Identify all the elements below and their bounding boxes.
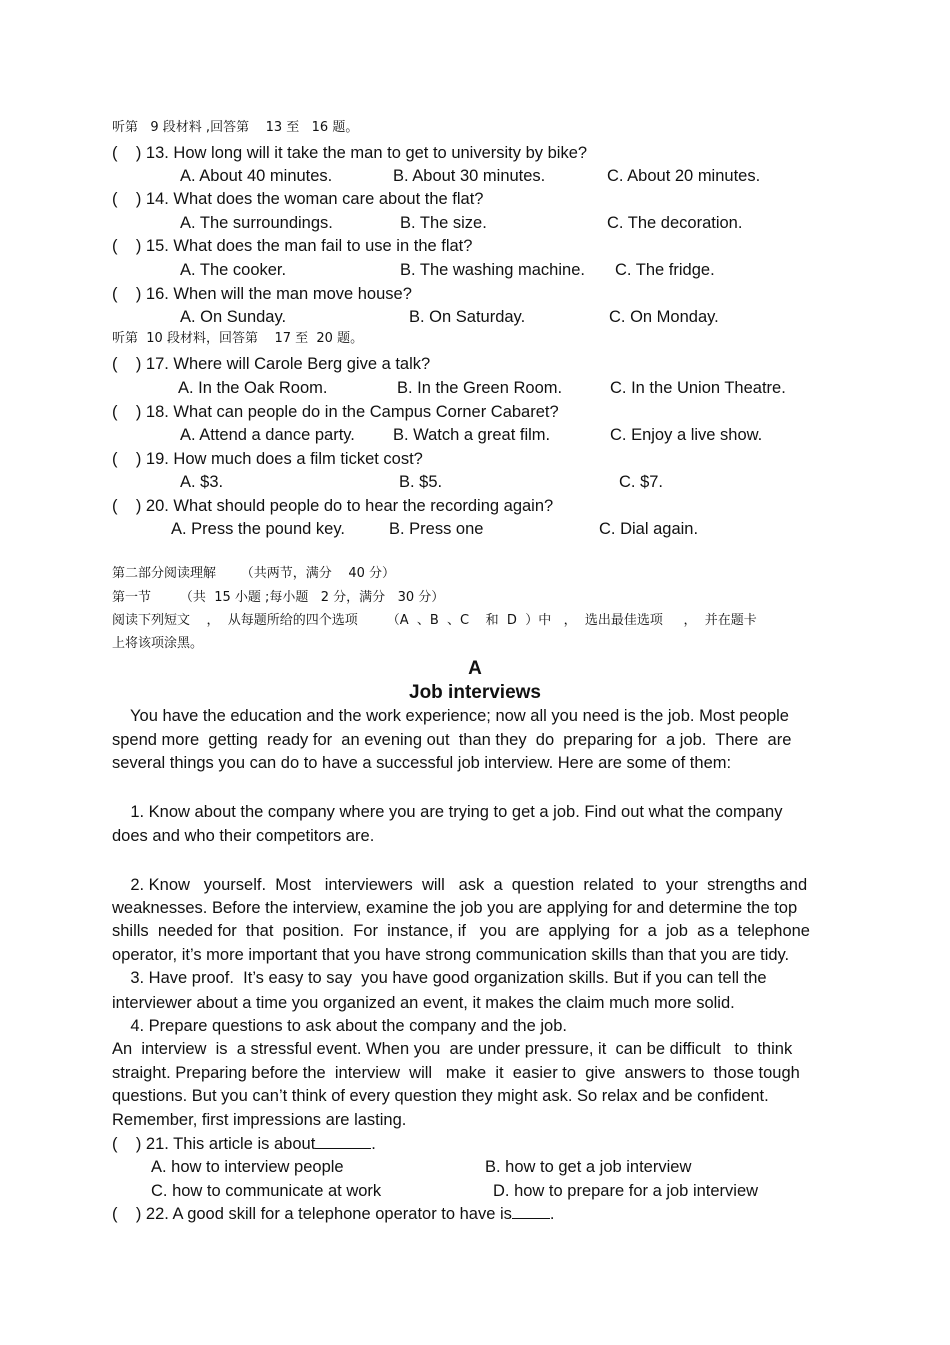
q16-option-b: B. On Saturday.: [409, 308, 526, 326]
q19-option-c: C. $7.: [619, 473, 664, 491]
q18-option-c: C. Enjoy a live show.: [610, 426, 763, 444]
passage-line: 2. Know yourself. Most interviewers will ask a question related to your strengths and: [112, 876, 808, 894]
passage-line: several things you can do to have a successful job interview. Here are some of them:: [112, 754, 732, 772]
passage-line: spend more getting ready for an evening out than they do preparing for a job. There are: [112, 731, 792, 749]
q20-stem: ( ) 20. What should people do to hear the recording again?: [112, 497, 554, 515]
q13-option-a: A. About 40 minutes.: [180, 167, 333, 185]
q17-option-b: B. In the Green Room.: [397, 379, 563, 397]
q22-stem-end: .: [549, 1205, 555, 1223]
q14-option-a: A. The surroundings.: [180, 214, 333, 232]
q20-option-a: A. Press the pound key.: [171, 520, 345, 538]
passage-line: 3. Have proof. It’s easy to say you have good organization skills. But if you can tell the: [112, 969, 767, 987]
q15-option-a: A. The cooker.: [180, 261, 287, 279]
q17-option-a: A. In the Oak Room.: [178, 379, 328, 397]
q15-stem: ( ) 15. What does the man fail to use in the flat?: [112, 237, 473, 255]
q21-stem-end: .: [371, 1135, 376, 1153]
passage-line: questions. But you can’t think of every question they might ask. So relax and be confident.: [112, 1087, 769, 1105]
q21-option-a: A. how to interview people: [151, 1158, 344, 1176]
passage-line: interviewer about a time you organized an event, it makes the claim much more solid.: [112, 994, 735, 1012]
instruction-line-1: 阅读下列短文 ， 从每题所给的四个选项 （A 、B 、C 和 D ）中 ， 选出最佳选项 ， 并在题卡: [112, 613, 757, 628]
passage-line: weaknesses. Before the interview, examine the job you are applying for and determine the top: [112, 899, 798, 917]
passage-line: straight. Preparing before the interview will make it easier to give answers to those tough: [112, 1064, 800, 1082]
passage-line: An interview is a stressful event. When you are under pressure, it can be difficult to think: [112, 1040, 793, 1058]
q17-option-c: C. In the Union Theatre.: [610, 379, 786, 397]
passage-line: You have the education and the work experience; now all you need is the job. Most people: [112, 707, 789, 725]
q15-option-c: C. The fridge.: [615, 261, 715, 279]
q17-stem: ( ) 17. Where will Carole Berg give a talk?: [112, 355, 431, 373]
q21-option-c: C. how to communicate at work: [151, 1182, 382, 1200]
q18-stem: ( ) 18. What can people do in the Campus Corner Cabaret?: [112, 403, 559, 421]
q16-option-a: A. On Sunday.: [180, 308, 287, 326]
q20-option-c: C. Dial again.: [599, 520, 699, 538]
section1-header: 第一节 （共 15 小题 ;每小题 2 分，满分 30 分）: [112, 590, 445, 605]
instruction-line-2: 上将该项涂黑。: [112, 636, 204, 651]
q13-option-c: C. About 20 minutes.: [607, 167, 761, 185]
q21-answer-blank[interactable]: [315, 1134, 371, 1149]
passage-line: shills needed for that position. For instance, if you are applying for a job as a telephone: [112, 922, 810, 940]
passage-line: operator, it’s more important that you have strong communication skills than that you are tidy.: [112, 946, 790, 964]
q22-answer-blank[interactable]: [512, 1204, 550, 1219]
q18-option-a: A. Attend a dance party.: [180, 426, 355, 444]
q13-stem: ( ) 13. How long will it take the man to get to university by bike?: [112, 144, 588, 162]
q14-option-b: B. The size.: [400, 214, 487, 232]
q21-option-b: B. how to get a job interview: [485, 1158, 692, 1176]
section10-header: 听第 10 段材料，回答第 17 至 20 题。: [112, 331, 364, 346]
q14-option-c: C. The decoration.: [607, 214, 743, 232]
passage-title: Job interviews: [409, 682, 541, 703]
passage-line: 4. Prepare questions to ask about the company and the job.: [112, 1017, 567, 1035]
q18-option-b: B. Watch a great film.: [393, 426, 551, 444]
passage-line: does and who their competitors are.: [112, 827, 375, 845]
q16-option-c: C. On Monday.: [609, 308, 719, 326]
q15-option-b: B. The washing machine.: [400, 261, 585, 279]
passage-line: 1. Know about the company where you are trying to get a job. Find out what the company: [112, 803, 783, 821]
q13-option-b: B. About 30 minutes.: [393, 167, 546, 185]
q14-stem: ( ) 14. What does the woman care about the flat?: [112, 190, 484, 208]
q22-stem-text: ( ) 22. A good skill for a telephone operator to have is: [112, 1205, 512, 1223]
q16-stem: ( ) 16. When will the man move house?: [112, 285, 412, 303]
passage-letter: A: [468, 658, 482, 679]
q22-stem: [112, 1204, 555, 1224]
q19-option-a: A. $3.: [180, 473, 224, 491]
q20-option-b: B. Press one: [389, 520, 484, 538]
q21-stem-text: ( ) 21. This article is about: [112, 1135, 316, 1153]
passage-line: Remember, first impressions are lasting.: [112, 1111, 407, 1129]
q19-option-b: B. $5.: [399, 473, 443, 491]
q21-stem: [112, 1134, 376, 1154]
section9-header: 听第 9 段材料 ,回答第 13 至 16 题。: [112, 120, 359, 135]
q19-stem: ( ) 19. How much does a film ticket cost?: [112, 450, 423, 468]
q21-option-d: D. how to prepare for a job interview: [493, 1182, 759, 1200]
part2-header: 第二部分阅读理解 （共两节，满分 40 分）: [112, 566, 395, 581]
